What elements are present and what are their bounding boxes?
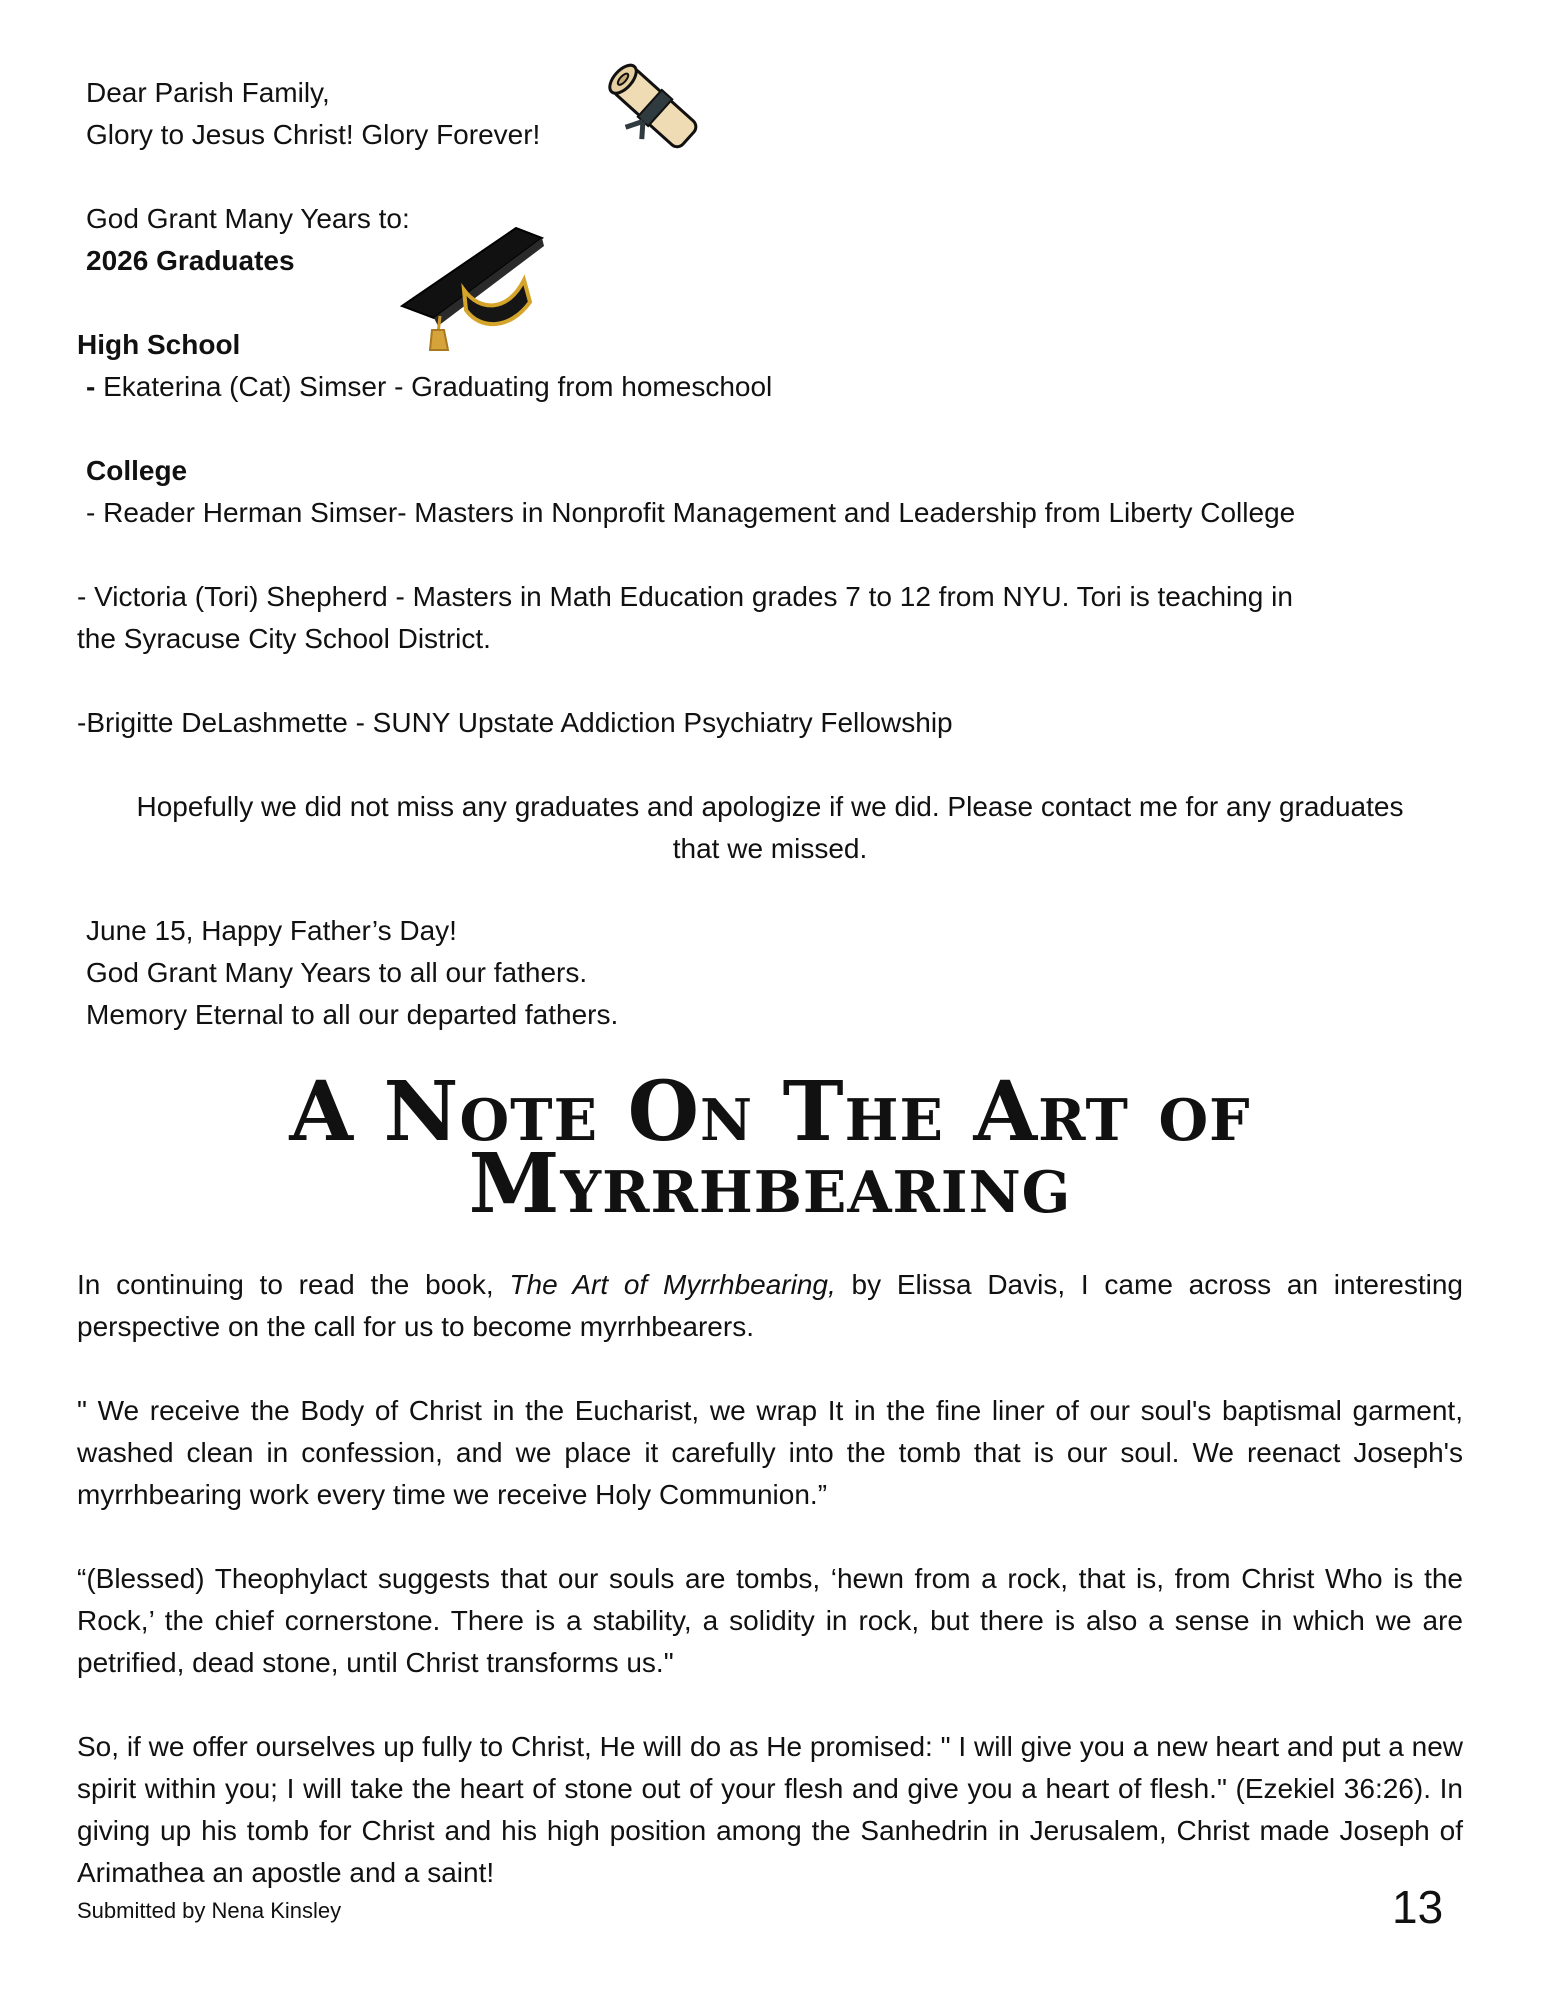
article-paragraph-2: " We receive the Body of Christ in the Eucharist, we wrap It in the fine liner of our soul's baptismal garment, washed clean in confession, and we place it carefully into the tomb that is our soul. We reenact Joseph's myrrhbearing work every time we receive Holy Communion.”: [77, 1395, 1463, 1510]
graduation-cap-icon: [398, 226, 548, 354]
college-heading: College: [86, 455, 188, 486]
article-paragraph-1: [77, 1264, 1463, 1348]
page-number: 13: [1392, 1881, 1444, 1933]
high-school-item: [86, 366, 772, 408]
college-item-2-line-1: - Victoria (Tori) Shepherd - Masters in Math Education grades 7 to 12 from NYU. Tori is teaching in: [77, 581, 1293, 612]
submitted-by: Submitted by Nena Kinsley: [77, 1898, 342, 1923]
high-school-bullet: -: [86, 371, 96, 402]
college-item-1: - Reader Herman Simser- Masters in Nonprofit Management and Leadership from Liberty College: [86, 497, 1296, 528]
article-p1-after: by Elissa Davis, I came across an interesting perspective on the call for us to become myrrhbearers.: [77, 1269, 1463, 1342]
greeting-line-1: Dear Parish Family,: [86, 77, 330, 108]
greeting-line-2: Glory to Jesus Christ! Glory Forever!: [86, 119, 541, 150]
high-school-heading: High School: [77, 329, 241, 360]
college-item-3: -Brigitte DeLashmette - SUNY Upstate Addiction Psychiatry Fellowship: [77, 707, 953, 738]
article-paragraph-3: “(Blessed) Theophylact suggests that our souls are tombs, ‘hewn from a rock, that is, from Christ Who is the Rock,’ the chief cornerstone. There is a stability, a solidity in rock, but there is also a sense in which we are petrified, dead stone, until Christ transforms us.": [77, 1563, 1463, 1678]
graduates-apology: Hopefully we did not miss any graduates and apologize if we did. Please contact me for any graduates that we missed.: [136, 791, 1404, 864]
article-paragraph-4: So, if we offer ourselves up fully to Christ, He will do as He promised: " I will give you a new heart and put a new spirit within you; I will take the heart of stone out of your flesh and give you a heart of flesh." (Ezekiel 36:26). In giving up his tomb for Christ and his high position among the Sanhedrin in Jerusalem, Christ made Joseph of Arimathea an apostle and a saint!: [77, 1731, 1463, 1888]
college-item-2-line-2: the Syracuse City School District.: [77, 623, 491, 654]
high-school-item-text: Ekaterina (Cat) Simser - Graduating from homeschool: [103, 371, 773, 402]
fathers-day-line-2: God Grant Many Years to all our fathers.: [86, 957, 588, 988]
article-title: A Note On The Art of Myrrhbearing: [289, 1064, 1251, 1232]
graduates-heading: 2026 Graduates: [86, 245, 295, 276]
graduates-intro: God Grant Many Years to:: [86, 203, 410, 234]
fathers-day-line-1: June 15, Happy Father’s Day!: [86, 915, 457, 946]
article-book-title: The Art of Myrrhbearing,: [509, 1269, 836, 1300]
diploma-scroll-icon: [600, 52, 710, 164]
article-p1-before: In continuing to read the book,: [77, 1269, 510, 1300]
fathers-day-line-3: Memory Eternal to all our departed fathers.: [86, 999, 619, 1030]
